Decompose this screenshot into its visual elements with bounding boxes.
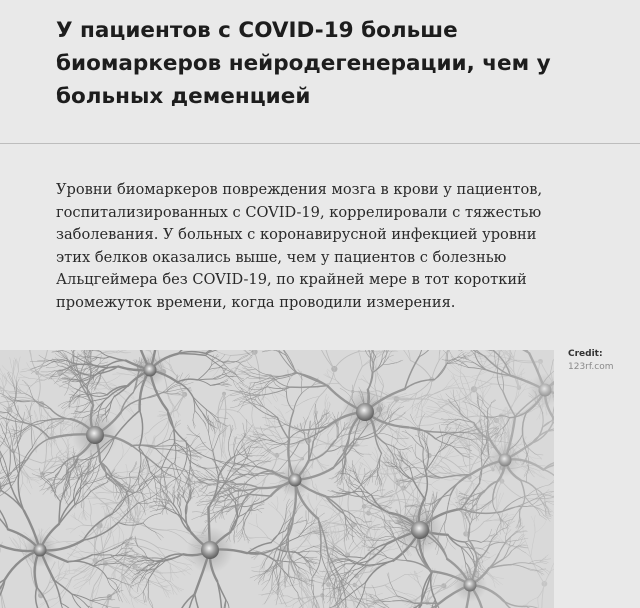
article-image — [0, 350, 554, 608]
neuron-network-illustration — [0, 350, 554, 608]
credit-label: Credit: — [568, 349, 603, 359]
credit-source: 123rf.com — [568, 362, 614, 372]
article-lead: Уровни биомаркеров повреждения мозга в крови у пациентов, госпитализированных с COVID-19, коррелировали с тяжестью заболевания. У больных с коронавирусной инфекцией уровни этих белков оказались выше, чем у пациентов с болезнью Альцгеймера без COVID-19, по крайней мере в тот короткий промежуток времени, когда проводили измерения. — [56, 181, 543, 311]
image-credit — [568, 348, 638, 374]
article-title: У пациентов с COVID-19 больше биомаркеров нейродегенерации, чем у больных деменцией — [56, 18, 551, 109]
header-divider — [0, 143, 640, 144]
